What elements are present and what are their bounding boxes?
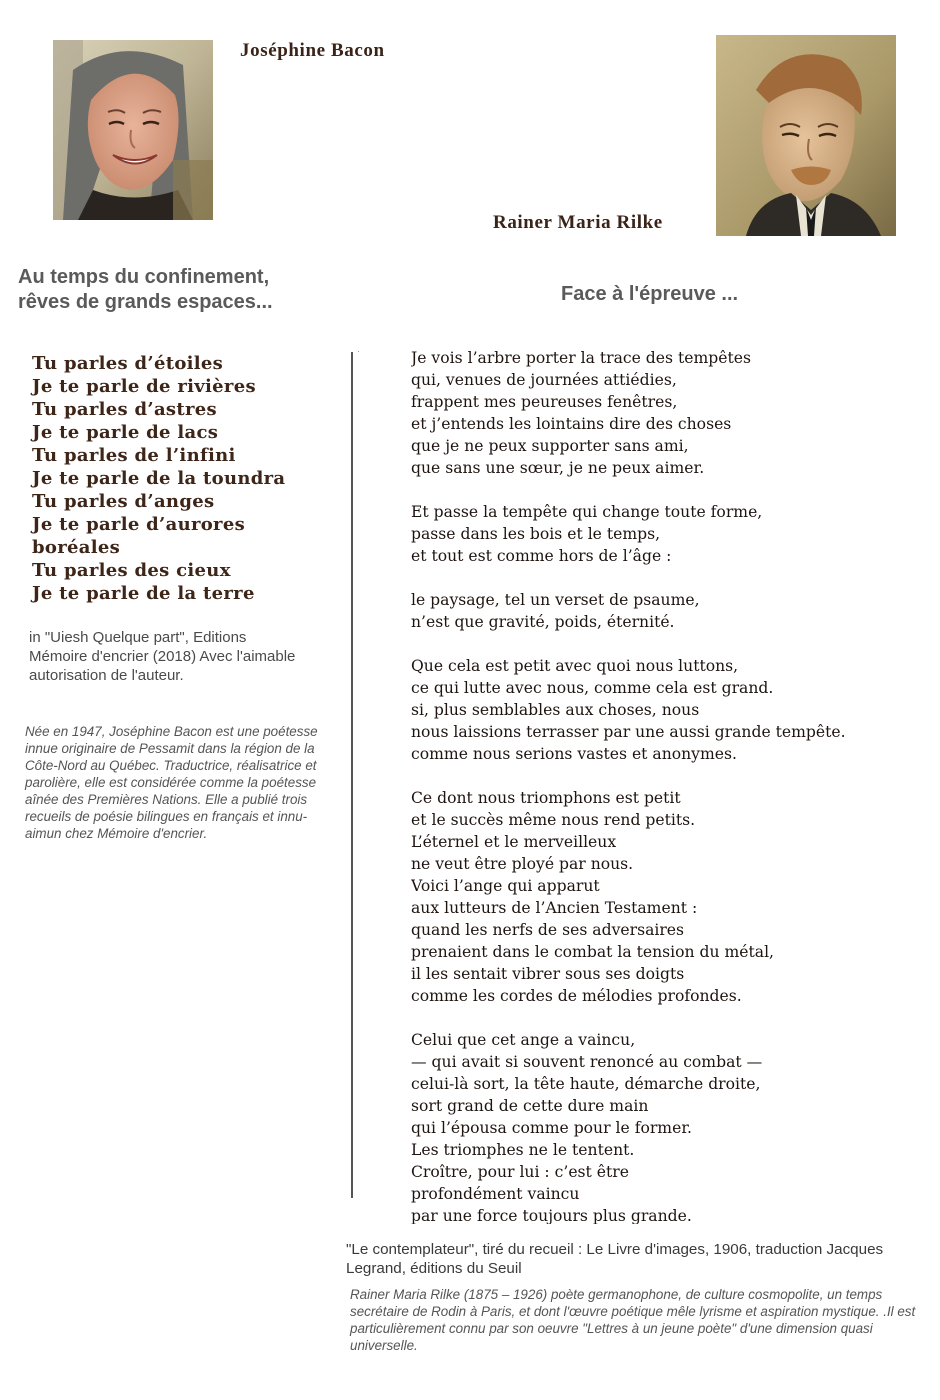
poem-line: L’éternel et le merveilleux — [411, 833, 617, 851]
poem-line: — qui avait si souvent renoncé au combat — — [411, 1053, 763, 1071]
poem-line: sort grand de cette dure main — [411, 1097, 649, 1115]
poem-line: n’est que gravité, poids, éternité. — [411, 613, 675, 631]
poem-stanza — [411, 655, 931, 765]
poem-line: ce qui lutte avec nous, comme cela est grand. — [411, 679, 774, 697]
section-title-right: Face à l'épreuve ... — [561, 283, 739, 305]
poem-bacon — [32, 352, 322, 605]
poem-line: Les triomphes ne le tentent. — [411, 1141, 635, 1159]
poem-line: Croître, pour lui : c’est être — [411, 1163, 629, 1181]
poem-line: et le succès même nous rend petits. — [411, 811, 696, 829]
poem-line: profondément vaincu — [411, 1185, 580, 1203]
poem-line: Voici l’ange qui apparut — [411, 877, 600, 895]
poem-line: Celui que cet ange a vaincu, — [411, 1031, 636, 1049]
column-divider — [351, 352, 353, 1198]
poem-line: aux lutteurs de l’Ancien Testament : — [411, 899, 698, 917]
poem-line: le paysage, tel un verset de psaume, — [411, 591, 700, 609]
poem-line: Tu parles d’anges — [32, 491, 215, 512]
poem-line: Je te parle de lacs — [32, 422, 219, 443]
poem-line: Je te parle de la terre — [32, 583, 255, 604]
poem-line: Je te parle de la toundra — [32, 468, 286, 489]
poem-line: Tu parles de l’infini — [32, 445, 236, 466]
source-citation-bacon: in "Uiesh Quelque part", Editions Mémoire d'encrier (2018) Avec l'aimable autorisation de l'auteur. — [29, 629, 296, 684]
poem-line: passe dans les bois et le temps, — [411, 525, 661, 543]
portrait-rainer-maria-rilke — [716, 35, 896, 236]
poem-line: Que cela est petit avec quoi nous luttons, — [411, 657, 739, 675]
section-title-left — [18, 265, 338, 315]
poem-line: par une force toujours plus grande. — [411, 1207, 692, 1224]
poem-line: et j’entends les lointains dire des choses — [411, 415, 732, 433]
biography-bacon: Née en 1947, Joséphine Bacon est une poétesse innue originaire de Pessamit dans la région de la Côte-Nord au Québec. Traductrice, réalisatrice et parolière, elle est considérée comme la poétesse aînée des Premières Nations. Elle a publié trois recueils de poésie bilingues en français et innu-aimun chez Mémoire d'encrier. — [25, 724, 318, 841]
poem-line: boréales — [32, 537, 121, 558]
poem-line: Ce dont nous triomphons est petit — [411, 789, 681, 807]
poem-stanza — [411, 1029, 931, 1224]
poem-line: comme nous serions vastes et anonymes. — [411, 745, 737, 763]
poem-line: et tout est comme hors de l’âge : — [411, 547, 672, 565]
section-title-left-line: Au temps du confinement, — [18, 266, 270, 288]
biography-rilke: Rainer Maria Rilke (1875 – 1926) poète germanophone, de culture cosmopolite, un temps secrétaire de Rodin à Paris, et dont l'œuvre poétique mêle lyrisme et aspiration mystique. .Il est particulièrement connu par son oeuvre "Lettres à un jeune poète" d'une dimension quasi universelle. — [350, 1287, 916, 1353]
section-title-left-line: rêves de grands espaces... — [18, 291, 273, 313]
poem-line: que sans une sœur, je ne peux aimer. — [411, 459, 705, 477]
poem-line: Je vois l’arbre porter la trace des tempêtes — [411, 349, 751, 367]
poem-line: prenaient dans le combat la tension du métal, — [411, 943, 775, 961]
poem-line: Tu parles des cieux — [32, 560, 231, 581]
source-citation-rilke: "Le contemplateur", tiré du recueil : Le Livre d'images, 1906, traduction Jacques Legrand, éditions du Seuil — [346, 1241, 884, 1277]
poem-line: Tu parles d’astres — [32, 399, 217, 420]
author-name-rilke: Rainer Maria Rilke — [493, 212, 663, 233]
poem-line: qui, venues de journées attiédies, — [411, 371, 677, 389]
poem-stanza — [411, 347, 931, 479]
poem-stanza — [411, 787, 931, 1007]
poem-line: celui-là sort, la tête haute, démarche droite, — [411, 1075, 761, 1093]
poem-line: il les sentait vibrer sous ses doigts — [411, 965, 685, 983]
poem-line: Tu parles d’étoiles — [32, 353, 224, 374]
author-name-bacon: Joséphine Bacon — [240, 40, 385, 61]
poem-line: frappent mes peureuses fenêtres, — [411, 393, 678, 411]
poem-line: que je ne peux supporter sans ami, — [411, 437, 689, 455]
poem-stanza — [411, 589, 931, 633]
poem-line: comme les cordes de mélodies profondes. — [411, 987, 742, 1005]
poem-line: qui l’épousa comme pour le former. — [411, 1119, 693, 1137]
poem-line: quand les nerfs de ses adversaires — [411, 921, 685, 939]
portrait-josephine-bacon — [53, 40, 213, 220]
poem-line: si, plus semblables aux choses, nous — [411, 701, 700, 719]
poem-line: Et passe la tempête qui change toute forme, — [411, 503, 763, 521]
poem-line: Je te parle de rivières — [32, 376, 256, 397]
poem-stanza — [411, 501, 931, 567]
poem-line: nous laissions terrasser par une aussi grande tempête. — [411, 723, 846, 741]
poem-line: ne veut être ployé par nous. — [411, 855, 634, 873]
divider-mark — [358, 351, 359, 352]
poem-rilke — [411, 347, 931, 1224]
poem-line: Je te parle d’aurores — [32, 514, 246, 535]
